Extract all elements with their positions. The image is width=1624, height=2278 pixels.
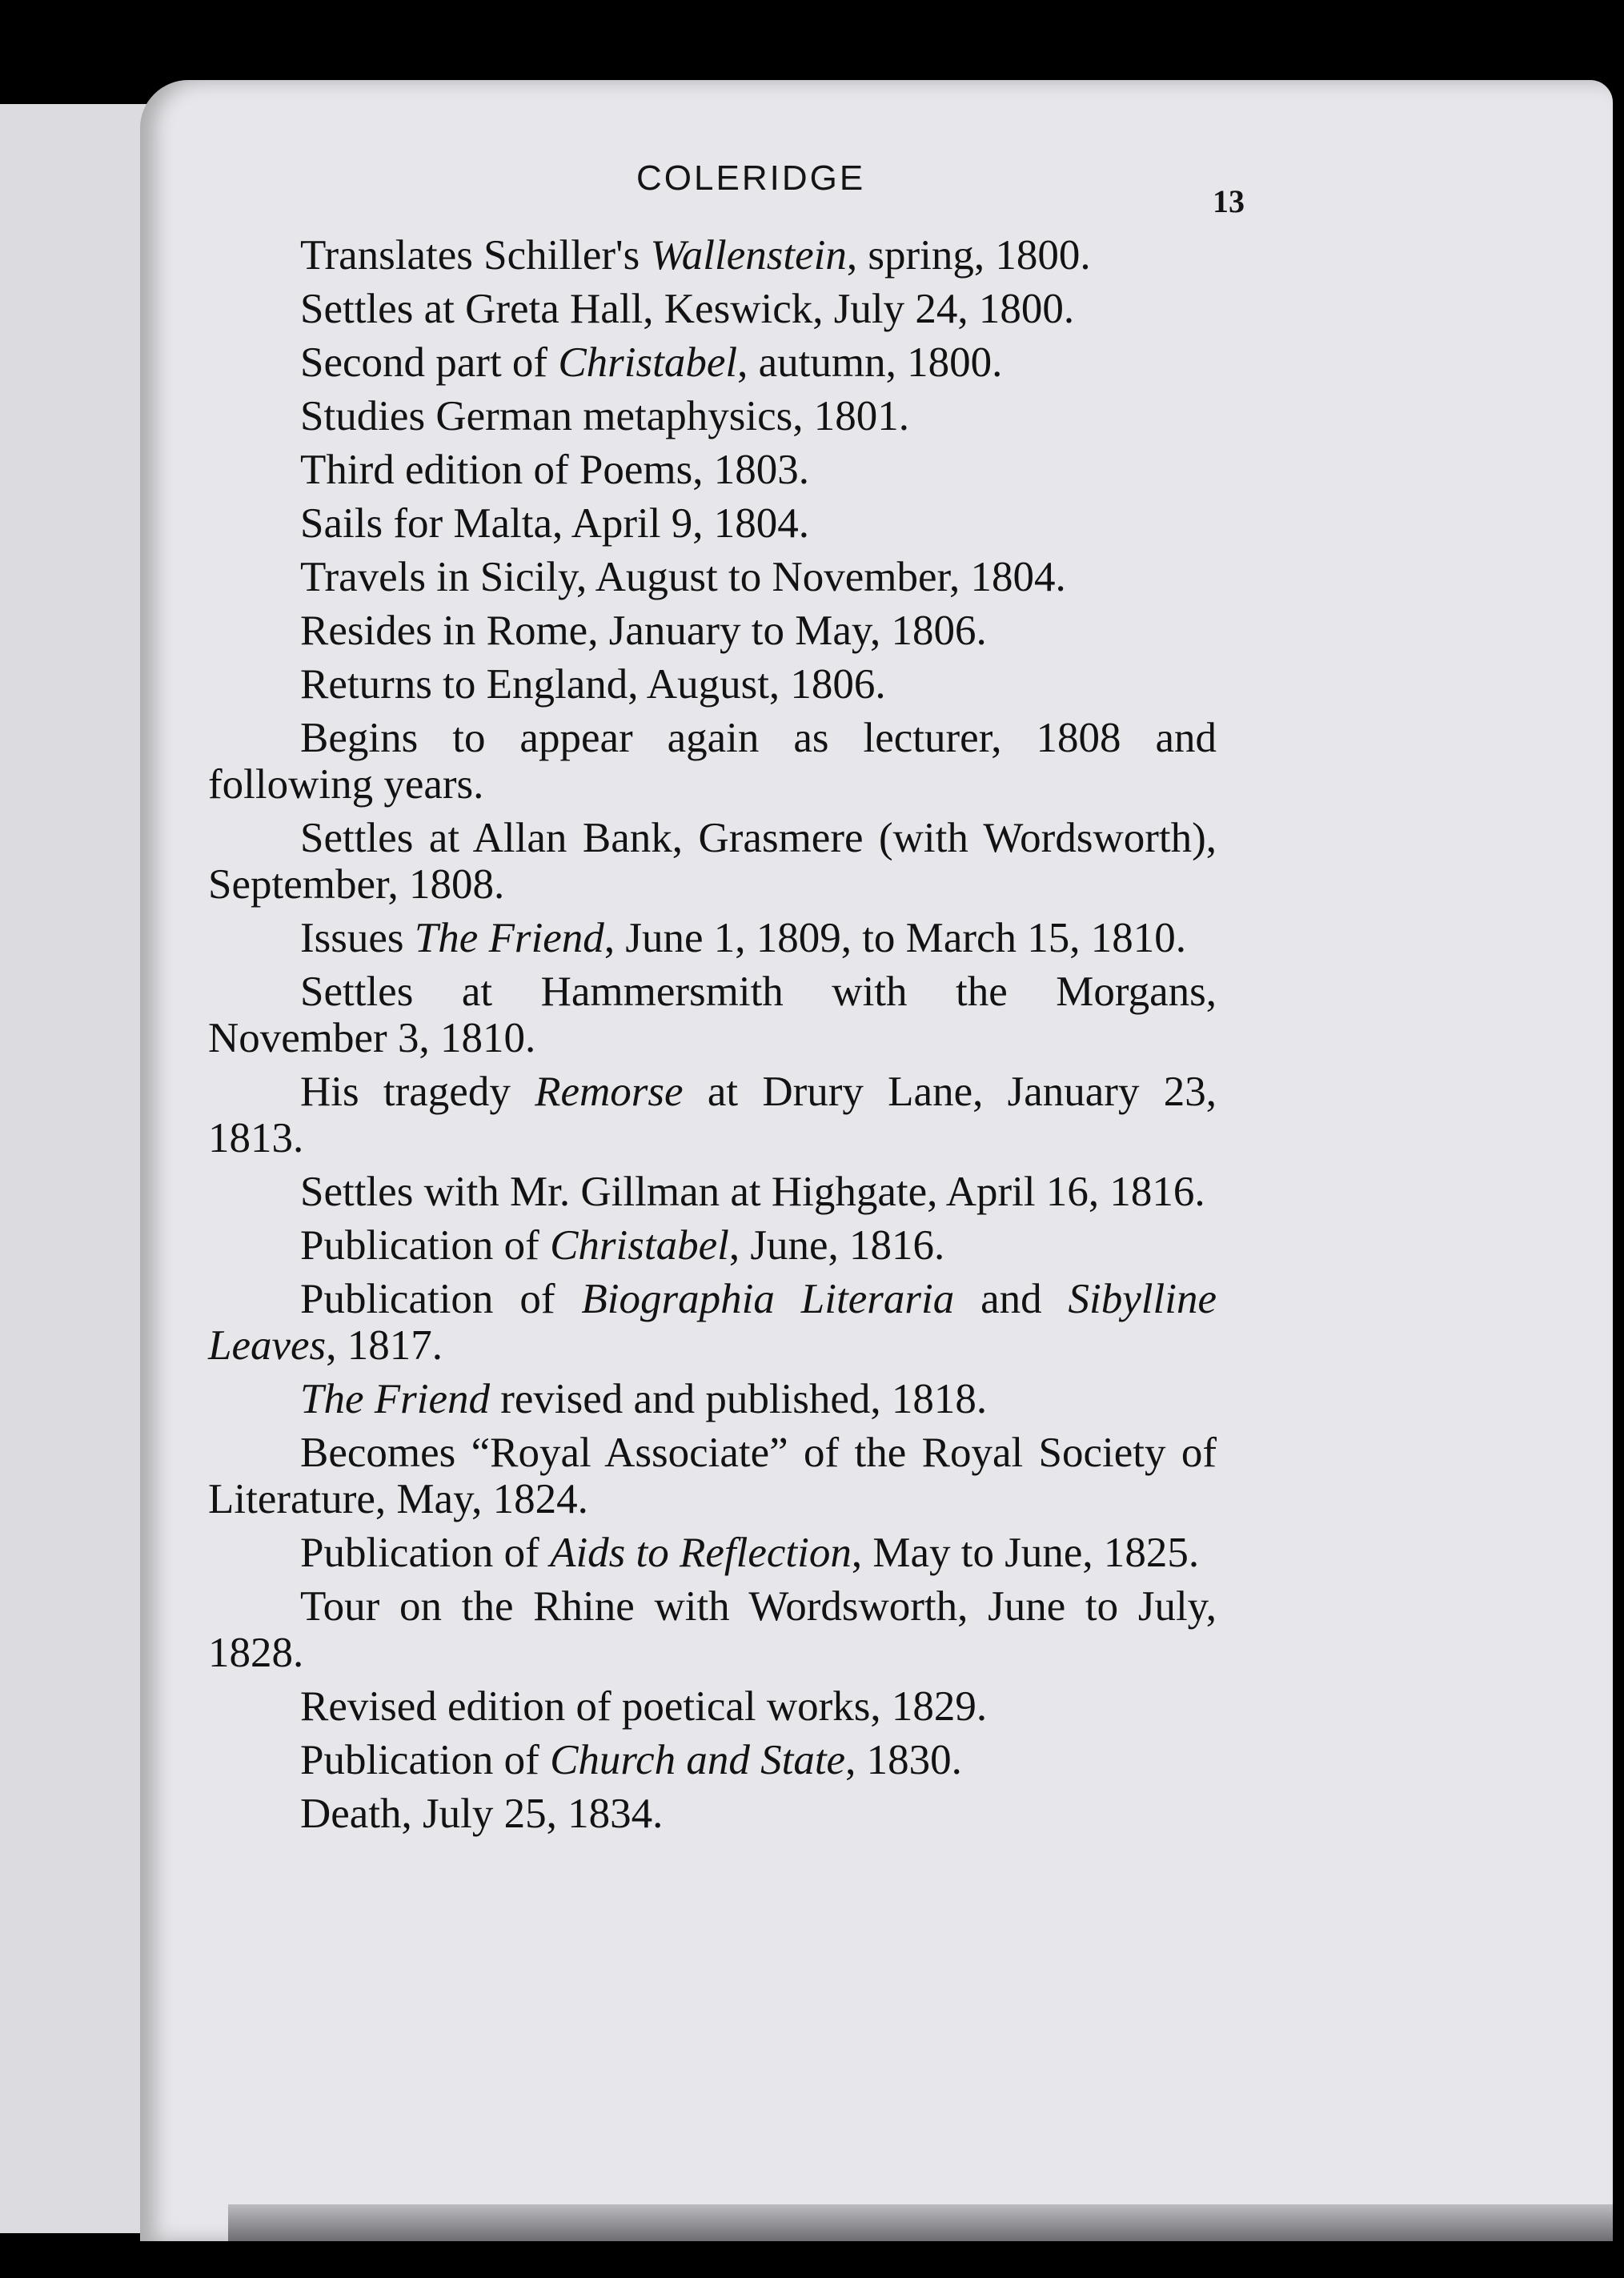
- entry-title: Christabel: [550, 1222, 729, 1269]
- chronology-entry: [208, 715, 1217, 808]
- chronology-entry: [208, 1376, 1217, 1422]
- entry-text: Resides in Rome, January to May, 1806.: [300, 608, 987, 654]
- entry-text: , 1830.: [845, 1737, 962, 1783]
- chronology-entry: [208, 393, 1217, 439]
- chronology-entry: [208, 1069, 1217, 1161]
- chronology-entry: [208, 661, 1217, 708]
- entry-text: , June, 1816.: [728, 1222, 945, 1269]
- chronology-entry: [208, 1530, 1217, 1576]
- entry-text: His tragedy: [300, 1069, 535, 1115]
- chronology-entry: [208, 1737, 1217, 1783]
- chronology-entry: [208, 339, 1217, 386]
- facing-page-edge: [0, 104, 153, 2233]
- running-title: COLERIDGE: [636, 158, 866, 198]
- entry-text: at Drury Lane, January 23, 1813.: [208, 1069, 1217, 1161]
- chronology-entry: [208, 915, 1217, 961]
- chronology-entry: [208, 1222, 1217, 1269]
- entry-title: The Friend: [414, 915, 604, 961]
- entry-text: , 1817.: [326, 1322, 443, 1369]
- entry-text: , spring, 1800.: [846, 232, 1091, 279]
- entry-text: Studies German metaphysics, 1801.: [300, 393, 910, 439]
- entry-text: Settles at Greta Hall, Keswick, July 24, 1800.: [300, 286, 1075, 332]
- entry-text: Tour on the Rhine with Wordsworth, June to July, 1828.: [208, 1583, 1217, 1676]
- chronology-entry: [208, 1430, 1217, 1522]
- entry-text: Publication of: [300, 1222, 551, 1269]
- entry-text: Publication of: [300, 1276, 582, 1322]
- chronology-list: [208, 232, 1217, 1844]
- entry-text: Publication of: [300, 1737, 551, 1783]
- chronology-entry: [208, 447, 1217, 493]
- entry-text: Death, July 25, 1834.: [300, 1791, 664, 1837]
- page-number: 13: [1213, 183, 1245, 219]
- entry-text: Returns to England, August, 1806.: [300, 661, 886, 708]
- page-bottom-edge: [228, 2204, 1613, 2241]
- entry-text: Publication of: [300, 1530, 551, 1576]
- chronology-entry: [208, 232, 1217, 279]
- chronology-entry: [208, 286, 1217, 332]
- entry-text: Settles at Hammersmith with the Morgans, November 3, 1810.: [208, 969, 1217, 1061]
- chronology-entry: [208, 969, 1217, 1061]
- chronology-entry: [208, 608, 1217, 654]
- entry-title: Sibylline Leaves: [208, 1276, 1217, 1369]
- entry-text: Second part of: [300, 339, 559, 386]
- chronology-entry: [208, 1583, 1217, 1676]
- entry-text: Sails for Malta, April 9, 1804.: [300, 500, 809, 547]
- entry-text: Third edition of Poems, 1803.: [300, 447, 809, 493]
- entry-text: and: [954, 1276, 1069, 1322]
- entry-text: Settles at Allan Bank, Grasmere (with Wordsworth), September, 1808.: [208, 815, 1217, 908]
- chronology-entry: [208, 554, 1217, 600]
- chronology-entry: [208, 1169, 1217, 1215]
- entry-text: , May to June, 1825.: [851, 1530, 1200, 1576]
- entry-text: Travels in Sicily, August to November, 1804.: [300, 554, 1066, 600]
- entry-title: Christabel: [558, 339, 738, 386]
- chronology-entry: [208, 500, 1217, 547]
- chronology-entry: [208, 815, 1217, 908]
- entry-text: revised and published, 1818.: [490, 1376, 988, 1422]
- entry-text: , autumn, 1800.: [737, 339, 1003, 386]
- entry-title: Remorse: [535, 1069, 684, 1115]
- entry-text: Revised edition of poetical works, 1829.: [300, 1683, 988, 1730]
- entry-title: Aids to Reflection: [550, 1530, 852, 1576]
- entry-text: Issues: [300, 915, 415, 961]
- entry-text: , June 1, 1809, to March 15, 1810.: [603, 915, 1187, 961]
- entry-text: Becomes “Royal Associate” of the Royal Society of Literature, May, 1824.: [208, 1430, 1217, 1522]
- chronology-entry: [208, 1791, 1217, 1837]
- entry-title: Church and State: [550, 1737, 846, 1783]
- entry-text: Settles with Mr. Gillman at Highgate, April 16, 1816.: [300, 1169, 1205, 1215]
- entry-title: The Friend: [300, 1376, 490, 1422]
- entry-text: Begins to appear again as lecturer, 1808 and following years.: [208, 715, 1217, 808]
- entry-title: Wallenstein: [650, 232, 847, 279]
- entry-text: Translates Schiller's: [300, 232, 651, 279]
- chronology-entry: [208, 1683, 1217, 1730]
- chronology-entry: [208, 1276, 1217, 1369]
- entry-title: Biographia Literaria: [581, 1276, 955, 1322]
